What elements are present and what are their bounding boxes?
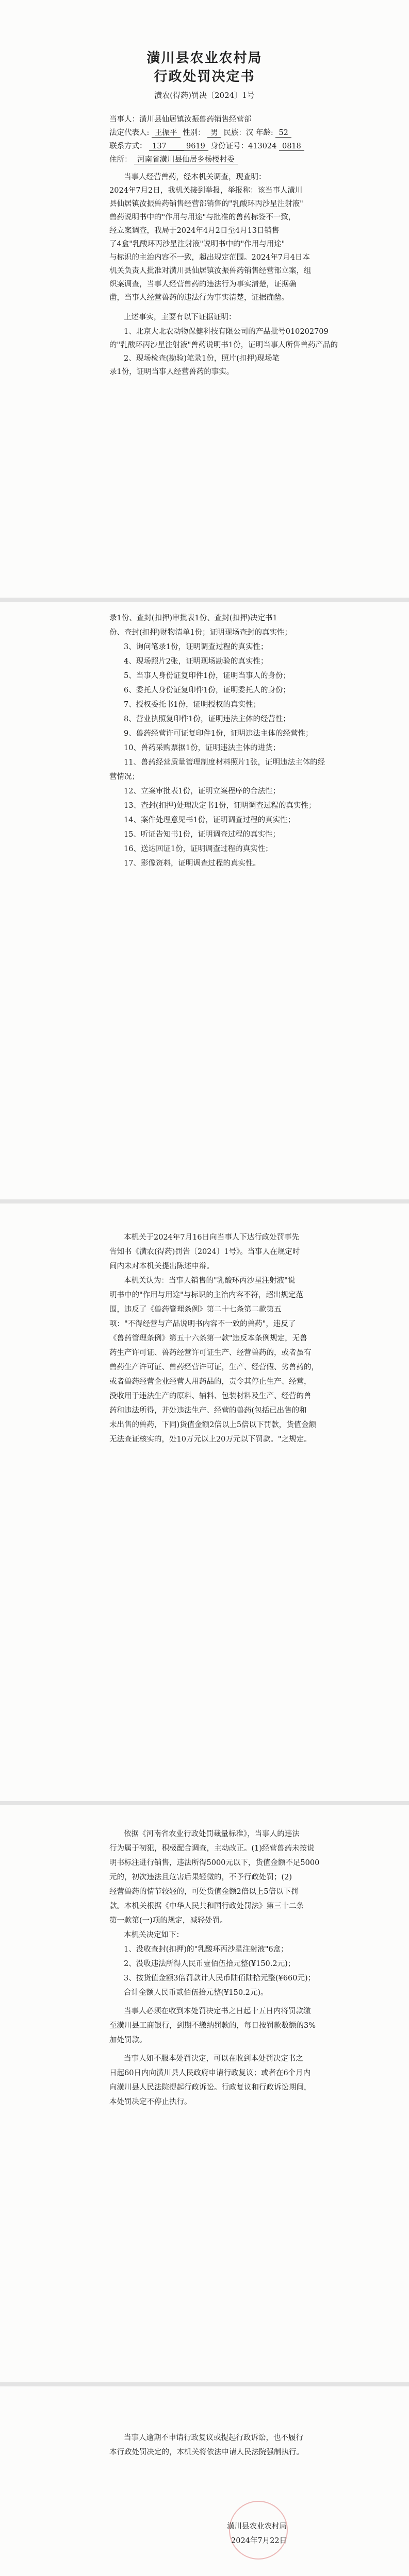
legal-rep-label: 法定代表人:: [109, 129, 150, 137]
appeal-line: 本处罚决定不停止执行。: [109, 2098, 192, 2106]
body-line: 了4盒"乳酸环丙沙星注射液"说明书中的"作用与用途": [109, 240, 285, 248]
reasoning-line: 明书中的"作用与用途"与标识的主治内容不符，超出规定范: [109, 1291, 303, 1299]
evidence-item: 7、授权委托书1份，证明授权的真实性；: [124, 701, 260, 709]
age-label: 年龄:: [255, 129, 273, 137]
evidence-item: 10、兽药采购票据1份，证明违法主体的进货；: [124, 744, 281, 752]
evidence-intro: 上述事实，主要有以下证据证明：: [124, 313, 236, 321]
ethnicity: 民族：汉: [223, 129, 254, 137]
notice-line: 本机关于2024年7月16日向当事人下达行政处罚事先: [124, 1233, 300, 1242]
page-separator: [0, 1199, 409, 1204]
address-line: [109, 155, 238, 165]
evidence-item: 15、听证告知书1份，证明调查过程的真实性；: [124, 831, 281, 839]
body-line: 2024年7月2日，我机关接到举报，举报称：该当事人潢川: [109, 187, 303, 195]
evidence-item: 营情况；: [109, 773, 139, 781]
evidence-item: 17、影像资料，证明调查过程的真实性。: [124, 859, 260, 868]
body-line: 县仙居镇汝振兽药销售经营部销售的"乳酸环丙沙星注射液": [109, 200, 303, 208]
decision-heading: 本机关决定如下：: [124, 1931, 184, 1939]
reasoning-line: 兽药生产许可证、兽药经营许可证，生产、经营假、劣兽药的，: [109, 1363, 319, 1371]
payment-line: 加处罚款。: [109, 2036, 147, 2044]
body-line: 凿，当事人经营兽药的违法行为事实清楚，证据确凿。: [109, 294, 289, 302]
evidence-item: 13、查封(扣押)处理决定书1份，证明调查过程的真实性；: [124, 802, 316, 810]
document-page-5: [0, 2386, 409, 2576]
discretion-line: 经营兽药的情节较轻的，可处货值金额2倍以上5倍以下罚: [109, 1888, 299, 1896]
reasoning-line: 没收用于违法生产的原料、辅料、包装材料及生产、经营的兽: [109, 1392, 312, 1400]
evidence-item: 3、询问笔录1份，证明调查过程的真实性；: [124, 643, 268, 651]
appeal-line: 日起60日内向潢川县人民政府申请行政复议；或者在6个月内: [109, 2069, 311, 2077]
document-page-1: [0, 0, 409, 598]
evidence-item: 14、案件处理意见书1份，证明调查过程的真实性；: [124, 816, 296, 824]
id-number-tail: 0818: [279, 142, 304, 151]
legal-rep-line: [109, 128, 291, 138]
enforcement-line: 当事人逾期不申请行政复议或提起行政诉讼，也不履行: [124, 2434, 303, 2442]
evidence-item: 录1份、查封(扣押)审批表1份、查封(扣押)决定书1: [109, 614, 277, 622]
reasoning-line: 药和违法所得，并处违法生产、经营的兽药(包括已出售的和: [109, 1406, 307, 1415]
evidence-item: 2、现场检查(勘验)笔录1份，照片(扣押)现场笔: [124, 354, 280, 363]
evidence-item: 的"乳酸环丙沙星注射液"兽药说明书1份，证明当事人所售兽药产品的: [109, 341, 338, 349]
phone-label: 联系方式：: [109, 142, 147, 150]
document-page-4: [0, 1805, 409, 2382]
payment-line: 至潢川县工商银行，到期不缴纳罚款的，每日按罚款数额的3%: [109, 2022, 316, 2030]
gender-label: 性别：: [183, 129, 205, 137]
reasoning-line: 未出售的兽药，下同)货值金额2倍以上5倍以下罚款，货值金额: [109, 1421, 317, 1429]
page-separator: [0, 598, 409, 602]
reasoning-line: 项："不得经营与产品说明书内容不一致的兽药"，违反了: [109, 1320, 296, 1328]
address-label: 住所：: [109, 156, 132, 164]
document-page-3: [0, 1204, 409, 1801]
evidence-item: 9、兽药经营许可证复印件1份，证明违法主体的经营性；: [124, 730, 313, 738]
signature-date: 2024年7月22日: [231, 2537, 287, 2545]
contact-line: [109, 141, 304, 151]
decision-item: 3、按货值金额3倍罚款计人民币陆佰陆拾元整(¥660元)；: [124, 1974, 316, 1982]
appeal-line: 向潢川县人民法院提起行政诉讼。行政复议和行政诉讼期间，: [109, 2083, 312, 2092]
notice-line: 告知书《潢农(得药)罚告〔2024〕1号》。当事人在规定时: [109, 1248, 300, 1256]
evidence-item: 5、当事人身份证复印件1份，证明当事人的身份；: [124, 672, 290, 680]
enforcement-line: 本行政处罚决定的，本机关将依法申请人民法院强制执行。: [109, 2448, 304, 2456]
evidence-item: 4、现场照片2张，证明现场勘验的真实性；: [124, 657, 268, 666]
appeal-line: 当事人如不服本处罚决定，可以在收到本处罚决定书之: [124, 2055, 303, 2063]
body-line: 织案调查，当事人经营兽药的违法行为事实清楚，证据确: [109, 280, 297, 289]
payment-line: 当事人必须在收到本处罚决定书之日起十五日内将罚款缴: [124, 2007, 311, 2015]
notice-line: 间内未对本机关提出陈述申辩。: [109, 1262, 214, 1270]
evidence-item: 8、营业执照复印件1份，证明违法主体的经营性；: [124, 715, 290, 723]
address-value: 河南省潢川县仙居乡杨楼村委: [134, 156, 238, 164]
reasoning-line: 《兽药管理条例》第五十六条第一款"违反本条例规定，无兽: [109, 1334, 307, 1343]
document-type-title: 行政处罚决定书: [154, 69, 255, 84]
body-line: 当事人经营兽药，经本机关调查，现查明：: [124, 173, 266, 181]
decision-item: 1、没收查封(扣押)的"乳酸环丙沙星注射液"6盒；: [124, 1945, 288, 1954]
reasoning-line: 本机关认为：当事人销售的"乳酸环丙沙星注射液"说: [124, 1277, 296, 1285]
discretion-line: 行为属于初犯，积极配合调查，主动改正。(1)经营兽药未按说: [109, 1844, 315, 1853]
page-separator: [0, 2382, 409, 2386]
body-line: 机关负责人批准对潢川县仙居镇汝振兽药销售经营部立案，组: [109, 267, 312, 275]
body-line: 兽药说明书中的"作用与用途"与批准的兽药标签不一致，: [109, 213, 296, 222]
discretion-line: 明书标注进行销售，违法所得5000元以下，货值金额不足5000: [109, 1859, 320, 1867]
evidence-item: 16、送达回证1份，证明调查过程的真实性；: [124, 845, 273, 853]
signature-org: 潢川县农业农村局: [227, 2522, 287, 2531]
page-separator: [0, 1801, 409, 1805]
document-number: 潢农(得药)罚决〔2024〕1号: [154, 91, 255, 100]
evidence-item: 1、北京大北农动物保健科技有限公司的产品批号010202709: [124, 328, 329, 336]
evidence-item: 11、兽药经营质量管理制度材料照片1张，证明违法主体的经: [124, 758, 325, 767]
discretion-line: 依据《河南省农业行政处罚裁量标准》，当事人的违法: [124, 1830, 300, 1838]
discretion-line: 款。本机关根据《中华人民共和国行政处罚法》第三十二条: [109, 1902, 304, 1910]
party-line: 当事人：潢川县仙居镇汝振兽药销售经营部: [109, 115, 252, 124]
reasoning-line: 或者兽药经营企业经营人用药品的，责令其停止生产、经营，: [109, 1378, 312, 1386]
discretion-line: 第一款第(一)项的规定，减轻处罚。: [109, 1917, 227, 1925]
gender-value: 男: [207, 129, 221, 138]
legal-rep-name: 王振平: [152, 129, 181, 138]
discretion-line: 元的，初次违法且危害后果轻微的，不予行政处罚；(2): [109, 1873, 292, 1882]
document-page-2: [0, 602, 409, 1199]
body-line: 与标识的主治内容不一致，超出规定范围。2024年7月4日本: [109, 253, 310, 262]
reasoning-line: 药生产许可证、兽药经营许可证生产、经营兽药的，或者虽有: [109, 1349, 312, 1357]
evidence-item: 份、查封(扣押)财物清单1份；证明现场查封的真实性；: [109, 629, 292, 637]
phone-value: 137 ____ 9619: [149, 142, 208, 151]
reasoning-line: 围，违反了《兽药管理条例》第二十七条第二款第五: [109, 1306, 282, 1314]
body-line: 经立案调查，我局于2024年4月2日至4月13日销售: [109, 227, 280, 235]
evidence-item: 12、立案审批表1份，证明立案程序的合法性；: [124, 787, 281, 795]
decision-total: 合计金额人民币贰佰伍拾元整(¥150.2元)。: [124, 1989, 268, 1997]
age-value: 52: [275, 129, 291, 138]
decision-item: 2、没收违法所得人民币壹佰伍拾元整(¥150.2元)；: [124, 1960, 296, 1968]
id-number: 身份证号：413024: [210, 142, 277, 150]
evidence-item: 录1份，证明当事人经营兽药的事实。: [109, 368, 234, 376]
evidence-item: 6、委托人身份证复印件1份，证明委托人的身份；: [124, 686, 290, 694]
authority-title: 潢川县农业农村局: [146, 50, 263, 66]
reasoning-line: 无法查证核实的，处10万元以上20万元以下罚款。"之规定。: [109, 1435, 312, 1444]
